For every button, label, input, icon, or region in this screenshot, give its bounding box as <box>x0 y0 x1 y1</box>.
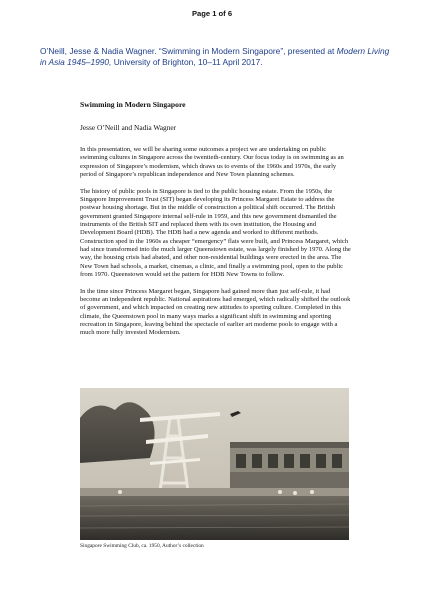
body-text <box>80 146 352 346</box>
figure-caption: Singapore Swimming Club, ca. 1950, Author’s collection <box>80 543 204 549</box>
citation-authors: O’Neill, Jesse & Nadia Wagner. “Swimming in Modern Singapore”, presented at <box>40 46 337 56</box>
page-number: Page 1 of 6 <box>191 9 233 18</box>
paragraph-2: The history of public pools in Singapore is tied to the public housing estate. From the 1950s, the Singapore Improvement Trust (SIT) began developing its Princess Margaret Estate to address the postwar housing shortage. But in the middle of construction a political shift occurred. The British government granted Singapore internal self-rule in 1959, and this new government dismantled the instruments of the British SIT and replaced them with its own institution, the Housing and Development Board (HDB). The HDB had a new agenda and worked to different methods. Construction sped in the 1960s as cheaper “emergency” flats were built, and Princess Margaret, which had since transformed into the much larger Queenstown estate, was largely finished by 1970. Along the way, the housing crisis had abated, and other non-residential buildings were erected in the area. The New Town had schools, a market, cinemas, a clinic, and finally a swimming pool, open to the public from 1970. Queenstown would set the pattern for HDB New Towns to follow. <box>80 187 351 279</box>
citation-venue: Modern Living in Asia 1945–1990, <box>40 46 390 68</box>
paper-authors: Jesse O’Neill and Nadia Wagner <box>80 123 177 132</box>
citation-details: University of Brighton, 10–11 April 2017. <box>111 57 263 68</box>
paper-title: Swimming in Modern Singapore <box>80 100 186 109</box>
swimming-club-photo <box>80 388 349 540</box>
citation <box>40 46 390 68</box>
paragraph-3: In the time since Princess Margaret began, Singapore had gained more than just self-rule, it had become an independent republic. National aspirations had emerged, which radically shifted the outlook of government, and which impacted on creating new attitudes to sporting culture. Completed in this climate, the Queenstown pool in many ways marks a significant shift in swimming and sporting recreation in Singapore, leaving behind the spectacle of earlier art moderne pools to engage with a much more fully invested Modernism. <box>80 287 351 337</box>
paragraph-1: In this presentation, we will be sharing some outcomes a project we are undertaking on public swimming cultures in Singapore across the twentieth-century. Our focus today is on swimming as an expression of Singapore’s modernism, which draws us to events of the 1960s and 1970s, the early period of Singapore’s republican independence and New Town planning schemes. <box>80 146 344 179</box>
